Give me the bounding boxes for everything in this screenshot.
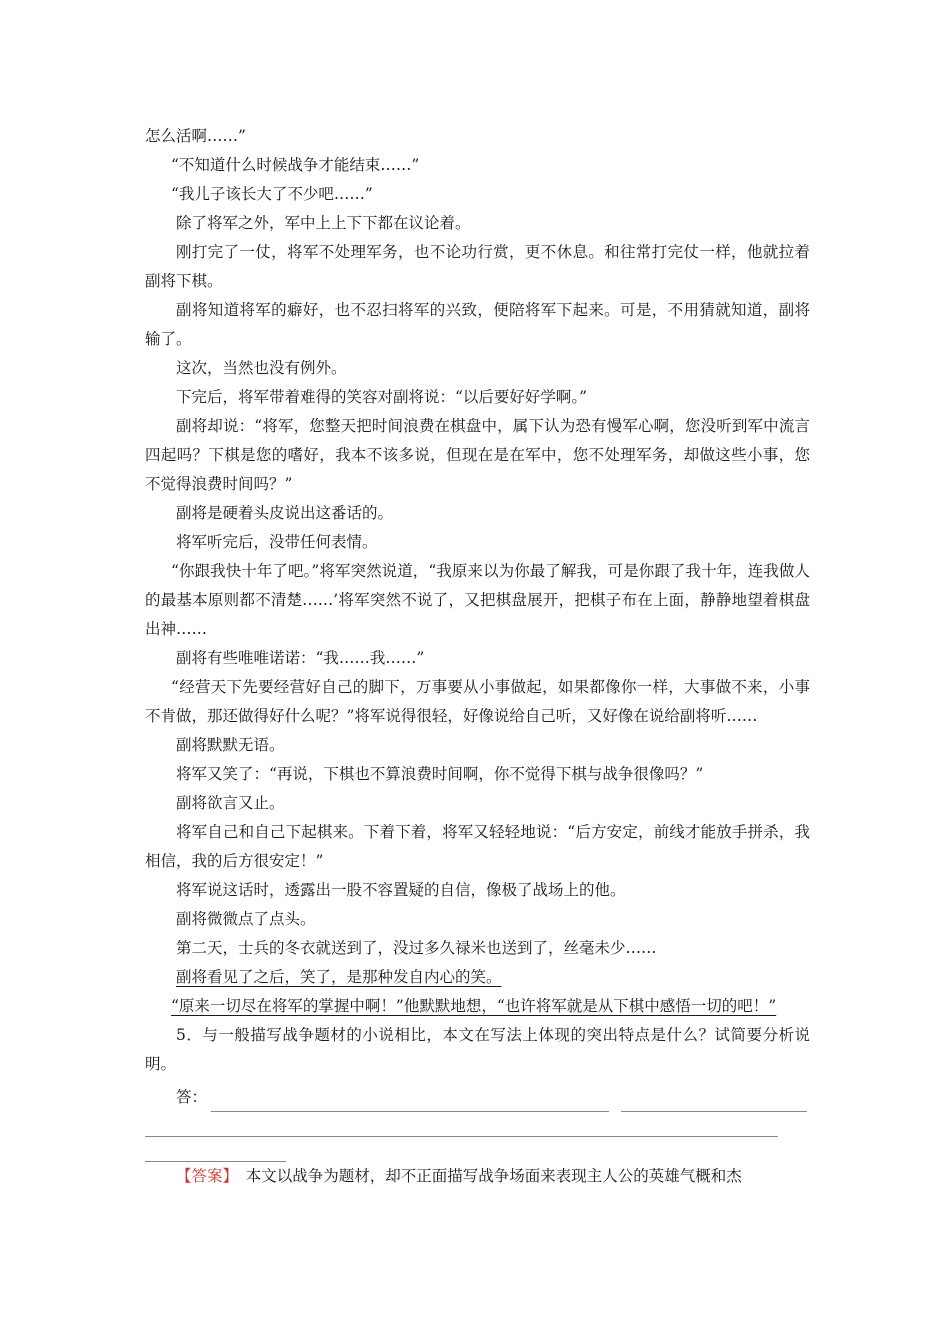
answer-row: [145, 1083, 810, 1112]
answer-area: [145, 1083, 810, 1162]
answer-tag: 【答案】: [176, 1167, 231, 1185]
story-paragraph: “你跟我快十年了吧。”将军突然说道，“我原来以为你最了解我，可是你跟了我十年，连我做人的最基本原则都不清楚……’将军突然不说了，又把棋盘展开，把棋子布在上面，静静地望着棋盘出神……: [145, 562, 810, 638]
answer-blank-line[interactable]: [211, 1093, 609, 1112]
story-paragraph: 将军自己和自己下起棋来。下着下着，将军又轻轻地说：“后方安定，前线才能放手拼杀，我相信，我的后方很安定！”: [145, 823, 810, 870]
story-paragraph: 刚打完了一仗，将军不处理军务，也不论功行赏，更不休息。和往常打完仗一样，他就拉着副将下棋。: [145, 243, 810, 290]
question-text: 5．与一般描写战争题材的小说相比，本文在写法上体现的突出特点是什么？试简要分析说明。: [145, 1026, 810, 1073]
story-paragraph: 副将默默无语。: [176, 736, 285, 754]
document-page: [145, 122, 810, 1191]
answer-text: 本文以战争为题材，却不正面描写战争场面来表现主人公的英雄气概和杰: [245, 1167, 742, 1185]
underlined-text: “原来一切尽在将军的掌握中啊！”他默默地想，“也许将军就是从下棋中感悟一切的吧！”: [171, 997, 777, 1015]
story-paragraph: 将军听完后，没带任何表情。: [176, 533, 378, 551]
story-paragraph: “不知道什么时候战争才能结束……”: [171, 156, 420, 174]
story-paragraph: 第二天，士兵的冬衣就送到了，没过多久禄米也送到了，丝毫未少……: [176, 939, 657, 957]
underlined-paragraph: [145, 992, 810, 1021]
answer-blank-line[interactable]: [145, 1137, 286, 1162]
story-paragraph: 将军说这话时，透露出一股不容置疑的自信，像极了战场上的他。: [176, 881, 626, 899]
story-paragraph: 副将是硬着头皮说出这番话的。: [176, 504, 394, 522]
answer-key: [145, 1162, 810, 1191]
answer-blank-line[interactable]: [145, 1112, 778, 1137]
story-paragraph: 这次，当然也没有例外。: [176, 359, 347, 377]
story-paragraph: 除了将军之外，军中上上下下都在议论着。: [176, 214, 471, 232]
story-paragraph: 副将有些唯唯诺诺：“我……我……”: [176, 649, 425, 667]
story-paragraph: “我儿子该长大了不少吧……”: [171, 185, 373, 203]
underlined-text: 副将看见了之后，笑了，是那种发自内心的笑。: [176, 968, 502, 986]
story-paragraph: 将军又笑了：“再说，下棋也不算浪费时间啊，你不觉得下棋与战争很像吗？”: [176, 765, 704, 783]
answer-label: 答：: [176, 1088, 208, 1106]
story-paragraph: 下完后，将军带着难得的笑容对副将说：“以后要好好学啊。”: [176, 388, 588, 406]
story-paragraph: 副将欲言又止。: [176, 794, 285, 812]
story-paragraph: 怎么活啊……”: [145, 127, 246, 145]
story-paragraph: 副将知道将军的癖好，也不忍扫将军的兴致，便陪将军下起来。可是，不用猜就知道，副将输了。: [145, 301, 810, 348]
story-paragraph: 副将却说：“将军，您整天把时间浪费在棋盘中，属下认为恐有慢军心啊，您没听到军中流言四起吗？下棋是您的嗜好，我本不该多说，但现在是在军中，您不处理军务，却做这些小事，您不觉得浪费时间吗？”: [145, 417, 810, 493]
story-paragraph: 副将微微点了点头。: [176, 910, 316, 928]
story-paragraph: “经营天下先要经营好自己的脚下，万事要从小事做起，如果都像你一样，大事做不来，小事不肯做，那还做得好什么呢？”将军说得很轻，好像说给自己听，又好像在说给副将听……: [145, 678, 810, 725]
answer-blank-line[interactable]: [621, 1093, 807, 1112]
underlined-paragraph: [145, 963, 810, 992]
